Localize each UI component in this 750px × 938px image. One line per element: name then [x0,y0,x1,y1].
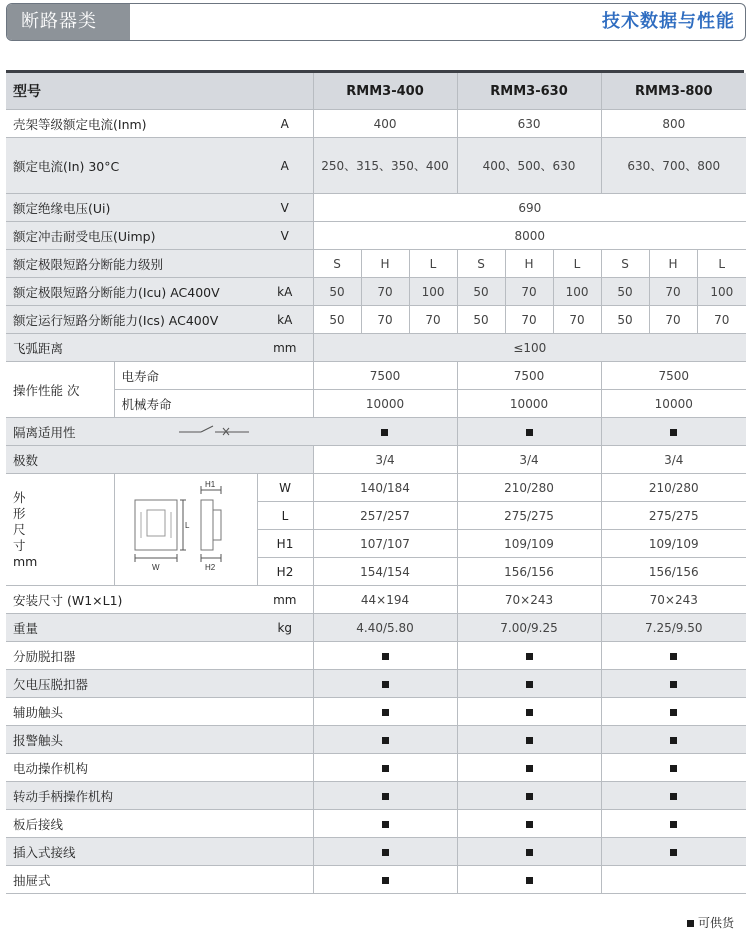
unit-cell: V [257,222,313,250]
table-row [6,614,746,642]
value-cell: 250、315、350、400 [313,138,457,194]
dimensions-label [6,474,114,586]
value-cell: 44×194 [313,586,457,614]
value-cell: S [457,250,505,278]
value-cell: 10000 [601,390,746,418]
row-label: 极数 [6,446,313,474]
row-label: 板后接线 [6,810,313,838]
value-cell: 257/257 [313,502,457,530]
value-cell: 70 [553,306,601,334]
available-marker [687,920,694,927]
value-cell: 50 [313,306,361,334]
available-marker [526,737,533,744]
value-cell: 4.40/5.80 [313,614,457,642]
value-cell: 100 [409,278,457,306]
value-cell: 109/109 [457,530,601,558]
value-cell: L [697,250,746,278]
available-marker [670,737,677,744]
dim-key: L [257,502,313,530]
spec-table [6,73,746,894]
value-cell: 50 [601,278,649,306]
dim-label-line: 外 [13,489,26,505]
table-row [6,754,746,782]
available-marker [382,877,389,884]
value-cell: L [409,250,457,278]
available-marker [670,681,677,688]
table-row [6,782,746,810]
unit-cell: kg [257,614,313,642]
unit-cell: A [257,138,313,194]
value-cell: 8000 [313,222,746,250]
value-cell: H [649,250,697,278]
table-row [6,838,746,866]
unit-cell: V [257,194,313,222]
table-row [6,222,746,250]
value-cell: 50 [457,306,505,334]
legend [687,914,734,931]
value-cell: 800 [601,110,746,138]
value-cell: 70 [649,278,697,306]
available-marker [382,737,389,744]
value-cell: 70 [649,306,697,334]
row-label: 电动操作机构 [6,754,313,782]
value-cell: 156/156 [601,558,746,586]
available-marker [670,793,677,800]
value-cell: 3/4 [457,446,601,474]
model-col: RMM3-800 [601,73,746,110]
available-marker [381,429,388,436]
model-col: RMM3-400 [313,73,457,110]
value-cell: 275/275 [457,502,601,530]
unit-cell: kA [257,306,313,334]
available-marker [382,709,389,716]
table-row [6,110,746,138]
row-label: 插入式接线 [6,838,313,866]
value-cell: 100 [553,278,601,306]
value-cell: 70 [361,306,409,334]
row-label: 分励脱扣器 [6,642,313,670]
table-row [6,194,746,222]
value-cell: 7500 [457,362,601,390]
available-marker [526,765,533,772]
value-cell: 50 [601,306,649,334]
value-cell: 630、700、800 [601,138,746,194]
row-label: 隔离适用性 [6,418,114,446]
table-row [6,642,746,670]
dim-label-line: 形 [13,505,26,521]
value-cell: 690 [313,194,746,222]
available-marker [670,653,677,660]
value-cell: 70 [697,306,746,334]
table-row [6,586,746,614]
table-row [6,866,746,894]
table-row [6,390,746,418]
unit-cell: A [257,110,313,138]
table-row [6,278,746,306]
value-cell: 630 [457,110,601,138]
table-row [6,446,746,474]
value-cell: 7500 [313,362,457,390]
value-cell: 3/4 [313,446,457,474]
table-row [6,138,746,194]
row-label: 转动手柄操作机构 [6,782,313,810]
sub-row-label: 电寿命 [114,362,313,390]
available-marker [526,877,533,884]
available-marker [670,849,677,856]
available-marker [526,653,533,660]
value-cell: 50 [457,278,505,306]
value-cell: 400、500、630 [457,138,601,194]
value-cell: 70×243 [457,586,601,614]
row-label: 额定冲击耐受电压(Uimp) [6,222,257,250]
dim-key: W [257,474,313,502]
row-label: 额定极限短路分断能力(Icu) AC400V [6,278,257,306]
value-cell: H [505,250,553,278]
value-cell: 154/154 [313,558,457,586]
available-marker [526,849,533,856]
model-col: RMM3-630 [457,73,601,110]
value-cell: 100 [697,278,746,306]
row-label: 重量 [6,614,257,642]
header-row [6,73,746,110]
available-marker [382,681,389,688]
row-label: 安装尺寸 (W1×L1) [6,586,257,614]
value-cell: 70×243 [601,586,746,614]
value-cell: 3/4 [601,446,746,474]
svg-text:H1: H1 [204,480,215,489]
table-row [6,362,746,390]
dim-key: H2 [257,558,313,586]
available-marker [382,821,389,828]
value-cell: L [553,250,601,278]
row-label: 辅助触头 [6,698,313,726]
value-cell: 210/280 [601,474,746,502]
value-cell: 156/156 [457,558,601,586]
row-label: 操作性能 次 [6,362,114,418]
value-cell: 7500 [601,362,746,390]
available-marker [526,793,533,800]
section-header [6,3,746,41]
value-cell: ≤100 [313,334,746,362]
available-marker [382,653,389,660]
svg-text:L: L [184,521,189,530]
available-marker [670,709,677,716]
dim-label-line: mm [13,553,38,569]
value-cell: 50 [313,278,361,306]
svg-text:W: W [151,563,160,572]
page-title: 技术数据与性能 [602,11,735,32]
table-row [6,810,746,838]
dimension-diagram [114,474,257,586]
value-cell: 210/280 [457,474,601,502]
value-cell: 70 [505,278,553,306]
row-label: 欠电压脱扣器 [6,670,313,698]
category-label: 断路器类 [7,4,130,40]
available-marker [670,821,677,828]
table-row [6,334,746,362]
table-row [6,306,746,334]
value-cell: 70 [361,278,409,306]
unit-cell: mm [257,586,313,614]
available-marker [526,709,533,716]
isolation-symbol [114,418,313,446]
svg-text:H2: H2 [204,563,215,572]
row-label: 报警触头 [6,726,313,754]
table-row [6,726,746,754]
table-row [6,474,746,502]
dim-label-line: 尺 [13,521,26,537]
value-cell: 7.00/9.25 [457,614,601,642]
sub-row-label: 机械寿命 [114,390,313,418]
available-marker [670,765,677,772]
row-label: 额定极限短路分断能力级别 [6,250,313,278]
value-cell: H [361,250,409,278]
value-cell: 400 [313,110,457,138]
value-cell: 70 [409,306,457,334]
value-cell: S [601,250,649,278]
value-cell: 140/184 [313,474,457,502]
value-cell: 10000 [313,390,457,418]
table-row [6,698,746,726]
available-marker [526,821,533,828]
table-row [6,418,746,446]
unit-cell: kA [257,278,313,306]
value-cell: 7.25/9.50 [601,614,746,642]
dim-key: H1 [257,530,313,558]
row-label: 额定绝缘电压(Ui) [6,194,257,222]
row-label: 壳架等级额定电流(Inm) [6,110,257,138]
row-label: 飞弧距离 [6,334,257,362]
value-cell: 109/109 [601,530,746,558]
available-marker [670,429,677,436]
available-marker [526,429,533,436]
unit-cell: mm [257,334,313,362]
dim-label-line: 寸 [13,537,26,553]
value-cell: 70 [505,306,553,334]
table-row [6,670,746,698]
available-marker [382,765,389,772]
row-label: 抽屉式 [6,866,313,894]
breaker-outline-diagram [121,478,251,578]
available-marker [382,849,389,856]
legend-text: 可供货 [697,916,734,930]
value-cell: 275/275 [601,502,746,530]
row-label: 额定运行短路分断能力(Ics) AC400V [6,306,257,334]
value-cell: 10000 [457,390,601,418]
available-marker [382,793,389,800]
available-marker [526,681,533,688]
value-cell: 107/107 [313,530,457,558]
isolator-switch-icon [179,424,249,436]
table-row [6,250,746,278]
row-label: 额定电流(In) 30°C [6,138,257,194]
value-cell: S [313,250,361,278]
model-label: 型号 [6,73,313,110]
